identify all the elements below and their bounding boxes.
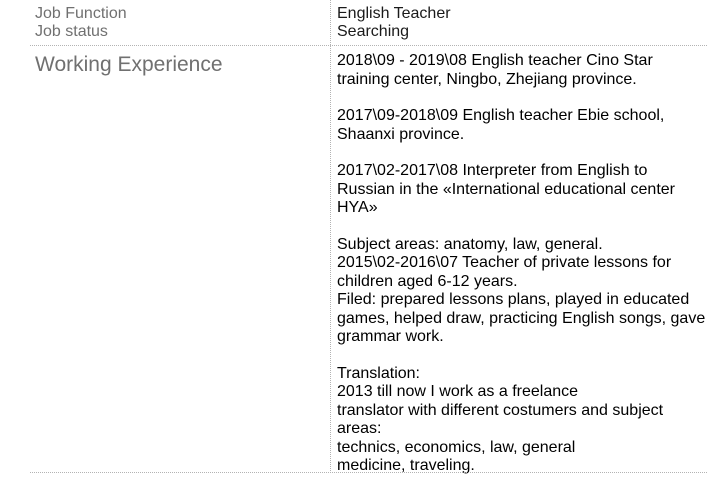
working-experience-list: [337, 52, 707, 494]
job-function-value: English Teacher: [337, 5, 451, 22]
column-divider: [330, 0, 331, 473]
experience-entry: Translation: 2013 till now I work as a freelance translator with different costumers and subject areas: technics, economics, law, general medicine, traveling.: [337, 364, 664, 474]
job-status-label: Job status: [35, 23, 108, 40]
job-status-value: Searching: [337, 23, 410, 40]
experience-entry: 2017\09-2018\09 English teacher Ebie school, Shaanxi province.: [337, 107, 665, 143]
experience-entry: 2018\09 - 2019\08 English teacher Cino Star training center, Ningbo, Zhejiang province.: [337, 52, 653, 88]
row-divider-top: [30, 45, 707, 46]
row-divider-bottom: [30, 472, 707, 473]
info-table: [0, 0, 707, 44]
working-experience-heading: Working Experience: [35, 53, 223, 76]
experience-entry: Subject areas: anatomy, law, general. 2015\02-2016\07 Teacher of private lessons for children aged 6-12 years. Filed: prepared lessons plans, played in educated games, helped draw, practicing English songs, gave grammar work.: [337, 235, 706, 345]
job-function-label: Job Function: [35, 5, 127, 22]
experience-entry: 2017\02-2017\08 Interpreter from English to Russian in the «International educational center HYA»: [337, 162, 675, 216]
